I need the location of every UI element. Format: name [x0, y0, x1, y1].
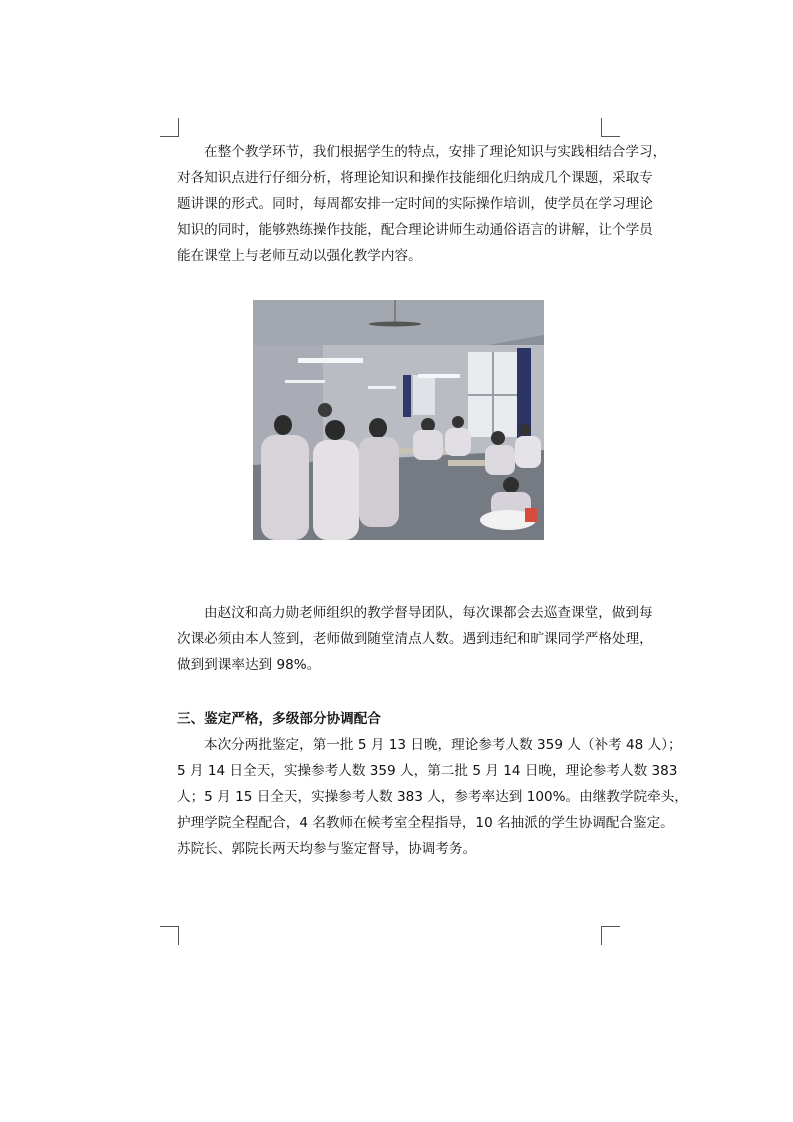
text-line: 能在课堂上与老师互动以强化教学内容。 — [177, 248, 422, 264]
text-line: 对各知识点进行仔细分析，将理论知识和操作技能细化归纳成几个课题，采取专 — [177, 170, 653, 186]
text-line: 苏院长、郭院长两天均参与鉴定督导，协调考务。 — [177, 841, 477, 857]
text-line: 本次分两批鉴定，第一批 5 月 13 日晚，理论参考人数 359 人（补考 48 人）； — [204, 737, 682, 753]
crop-mark-top-right — [601, 118, 620, 137]
classroom-photo — [253, 300, 544, 540]
crop-mark-bottom-left — [160, 926, 179, 945]
text-line: 人；5 月 15 日全天，实操参考人数 383 人，参考率达到 100%。由继教学院牵头， — [177, 789, 688, 805]
crop-mark-bottom-right — [601, 926, 620, 945]
text-line: 做到到课率达到 98%。 — [177, 657, 321, 673]
text-line: 5 月 14 日全天，实操参考人数 359 人，第二批 5 月 14 日晚，理论参考人数 383 — [177, 763, 678, 779]
text-line: 在整个教学环节，我们根据学生的特点，安排了理论知识与实践相结合学习， — [204, 144, 667, 160]
text-line: 题讲课的形式。同时，每周都安排一定时间的实际操作培训，使学员在学习理论 — [177, 196, 653, 212]
text-line: 知识的同时，能够熟练操作技能，配合理论讲师生动通俗语言的讲解，让个学员 — [177, 222, 653, 238]
text-line: 护理学院全程配合，4 名教师在候考室全程指导，10 名抽派的学生协调配合鉴定。 — [177, 815, 674, 831]
crop-mark-top-left — [160, 118, 179, 137]
section-heading: 三、鉴定严格，多级部分协调配合 — [177, 711, 381, 727]
text-line: 次课必须由本人签到，老师做到随堂清点人数。遇到违纪和旷课同学严格处理， — [177, 631, 653, 647]
text-line: 由赵汶和高力勋老师组织的教学督导团队，每次课都会去巡查课堂，做到每 — [204, 605, 653, 621]
